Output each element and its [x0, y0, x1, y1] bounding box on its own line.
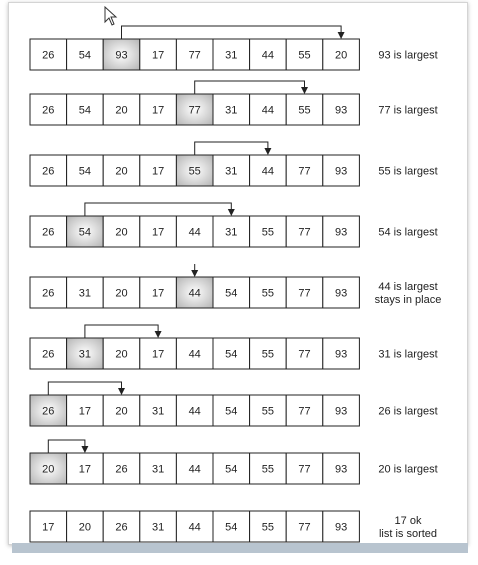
cell-value: 20 [78, 521, 92, 534]
cell-value: 31 [151, 463, 165, 476]
cell-value: 20 [115, 104, 128, 117]
cell-value: 54 [225, 287, 238, 300]
cell-value: 17 [151, 226, 165, 239]
cell-value: 31 [225, 226, 238, 239]
arrow-head [264, 148, 271, 155]
cell-value: 44 [261, 165, 275, 178]
cell-value: 26 [42, 226, 55, 239]
arrow-head [338, 32, 345, 39]
cell-value: 54 [78, 49, 92, 62]
arrow-head [118, 388, 125, 395]
cell-value: 77 [298, 226, 311, 239]
cell-value: 44 [261, 104, 275, 117]
cell-value: 55 [261, 463, 275, 476]
cell-value: 26 [42, 104, 55, 117]
arrow-head [155, 331, 162, 338]
step-caption: 55 is largest [378, 165, 438, 178]
cell-value: 77 [298, 521, 311, 534]
cell-value: 26 [42, 287, 55, 300]
cell-value: 26 [115, 463, 128, 476]
cell-value: 93 [334, 165, 348, 178]
sort-step-row [30, 264, 441, 308]
cell-value: 31 [225, 49, 238, 62]
cell-value: 20 [115, 287, 128, 300]
cell-value: 93 [334, 104, 348, 117]
cell-value: 93 [334, 463, 348, 476]
cell-value: 17 [151, 104, 165, 117]
cell-value: 20 [115, 165, 128, 178]
step-caption: 31 is largest [378, 348, 438, 361]
swap-arrow [195, 81, 305, 94]
cell-value: 17 [151, 165, 165, 178]
swap-arrow [195, 142, 268, 155]
cell-value: 55 [261, 287, 275, 300]
sort-step-row [30, 440, 438, 484]
step-caption: 20 is largest [378, 463, 438, 476]
sort-step-row [30, 511, 437, 542]
swap-arrow [85, 325, 158, 338]
cell-value: 93 [334, 287, 348, 300]
step-caption: 44 is largest [378, 281, 438, 293]
cell-value: 77 [298, 463, 311, 476]
cell-value: 26 [115, 521, 128, 534]
cell-value: 77 [188, 49, 201, 62]
cell-value: 20 [334, 49, 348, 62]
cell-value: 31 [78, 287, 92, 300]
cell-value: 20 [115, 405, 128, 418]
cell-value: 93 [334, 521, 348, 534]
cell-value: 55 [261, 226, 275, 239]
cell-value: 77 [298, 287, 311, 300]
cell-value: 44 [261, 49, 275, 62]
cell-value: 54 [78, 165, 92, 178]
swap-arrow [48, 440, 85, 453]
cell-value: 54 [225, 521, 238, 534]
cell-value: 54 [225, 463, 238, 476]
cell-value: 44 [188, 463, 201, 476]
cell-value: 55 [261, 521, 275, 534]
cell-value: 93 [334, 226, 348, 239]
cell-value: 17 [151, 348, 165, 361]
sort-step-row [30, 382, 438, 426]
step-caption: 26 is largest [378, 405, 438, 418]
swap-arrow [122, 26, 342, 39]
cell-value: 44 [188, 348, 201, 361]
cell-value: 93 [115, 49, 128, 62]
arrow-head [228, 209, 235, 216]
cell-value: 31 [225, 104, 238, 117]
cell-value: 77 [298, 348, 311, 361]
arrow-head [301, 87, 308, 94]
cell-value: 54 [225, 405, 238, 418]
cell-value: 55 [298, 49, 311, 62]
cell-value: 55 [261, 405, 275, 418]
cell-value: 54 [225, 348, 238, 361]
cell-value: 20 [115, 226, 128, 239]
sort-step-row [30, 325, 438, 369]
cell-value: 77 [298, 405, 311, 418]
cell-value: 55 [188, 165, 201, 178]
cell-value: 54 [78, 226, 92, 239]
swap-arrow [48, 382, 121, 395]
arrow-head [191, 270, 198, 277]
cell-value: 26 [42, 165, 55, 178]
sort-step-row [30, 203, 438, 247]
swap-arrow [85, 203, 231, 216]
cell-value: 54 [78, 104, 92, 117]
mouse-cursor-icon [104, 6, 118, 26]
cell-value: 44 [188, 226, 201, 239]
cell-value: 26 [42, 348, 55, 361]
cell-value: 31 [78, 348, 92, 361]
sort-step-row [30, 142, 438, 186]
cell-value: 31 [151, 405, 165, 418]
cell-value: 20 [115, 348, 128, 361]
cell-value: 17 [42, 521, 55, 534]
cell-value: 17 [151, 49, 165, 62]
sort-step-row [30, 26, 438, 70]
cell-value: 17 [78, 405, 92, 418]
cell-value: 44 [188, 521, 201, 534]
cell-value: 77 [188, 104, 201, 117]
cell-value: 31 [225, 165, 238, 178]
cell-value: 77 [298, 165, 311, 178]
cell-value: 55 [261, 348, 275, 361]
step-caption: 77 is largest [378, 104, 438, 117]
cell-value: 26 [42, 49, 55, 62]
step-caption: 17 ok [394, 515, 422, 527]
step-caption: stays in place [374, 294, 442, 306]
step-caption: 93 is largest [378, 49, 438, 62]
cell-value: 31 [151, 521, 165, 534]
cell-value: 17 [78, 463, 92, 476]
sort-step-row [30, 81, 438, 125]
cell-value: 93 [334, 405, 348, 418]
arrow-head [81, 446, 88, 453]
step-caption: list is sorted [378, 528, 438, 540]
cell-value: 26 [42, 405, 55, 418]
cell-value: 93 [334, 348, 348, 361]
cell-value: 55 [298, 104, 311, 117]
cell-value: 20 [42, 463, 55, 476]
step-caption: 54 is largest [378, 226, 438, 239]
cell-value: 44 [188, 287, 201, 300]
cell-value: 17 [151, 287, 165, 300]
cell-value: 44 [188, 405, 201, 418]
